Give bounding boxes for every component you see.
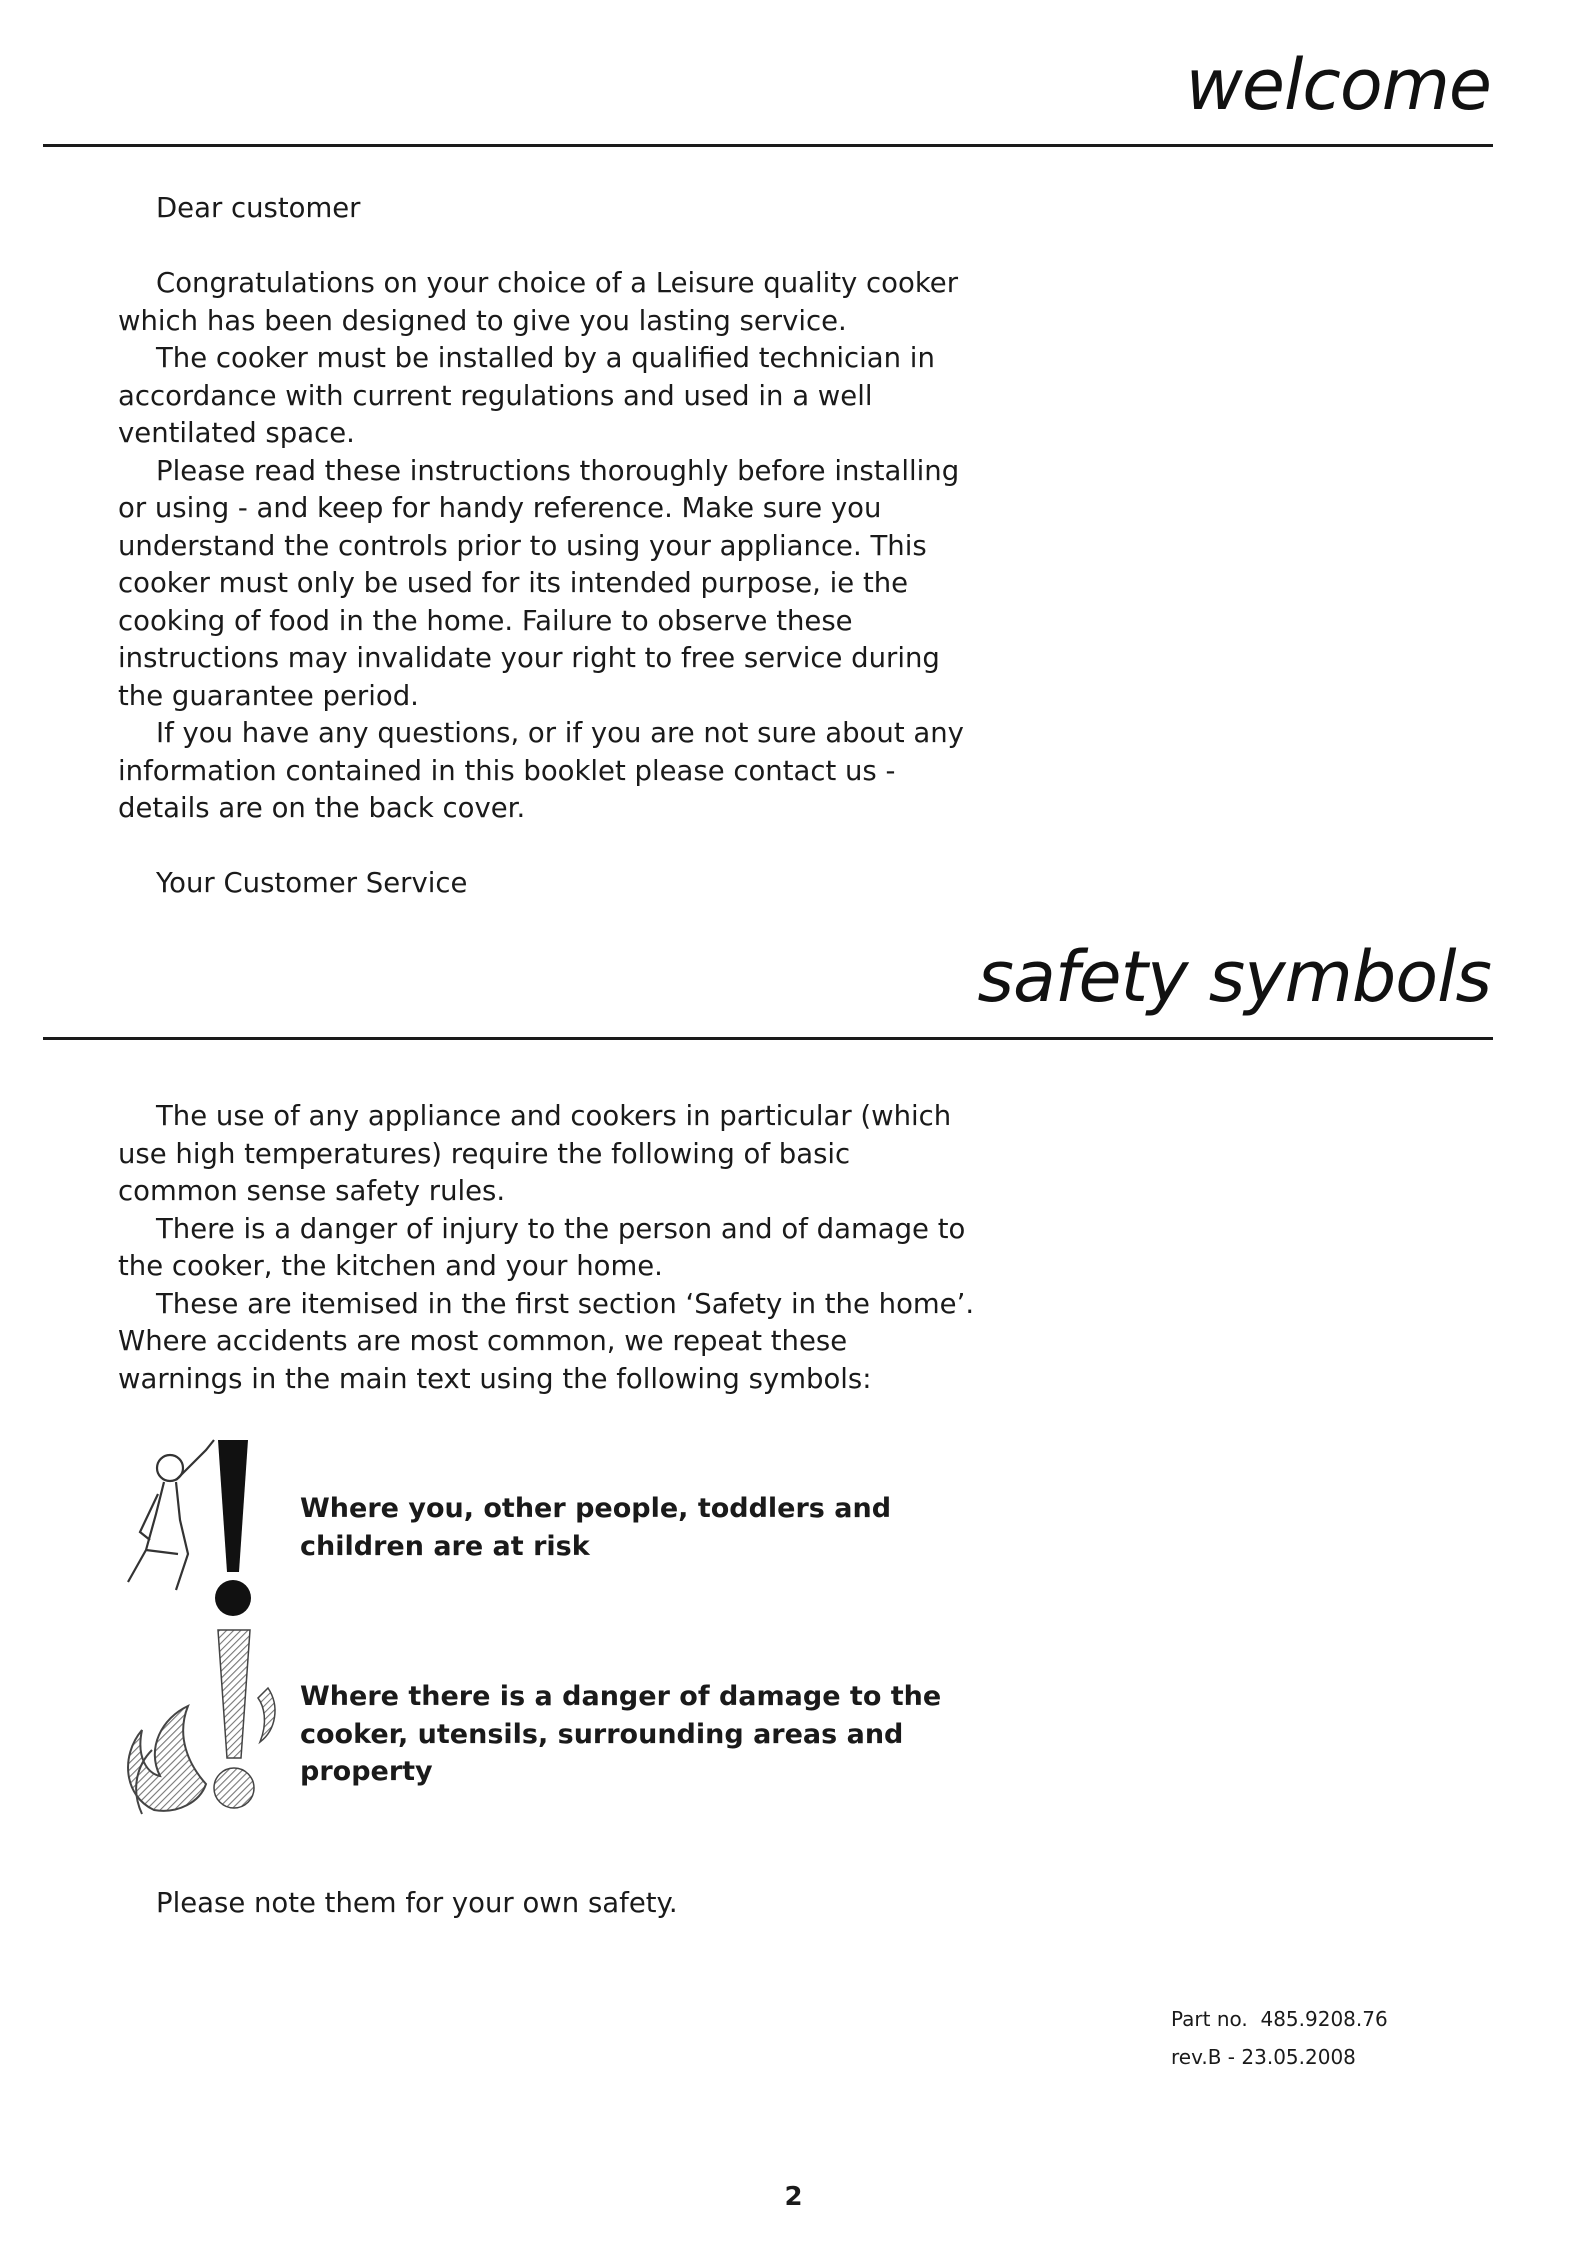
welcome-text bbox=[118, 190, 978, 903]
greeting: Dear customer bbox=[156, 192, 361, 224]
fire-damage-warning-icon bbox=[118, 1618, 283, 1818]
welcome-heading: welcome bbox=[1185, 44, 1491, 126]
revision: rev.B - 23.05.2008 bbox=[1171, 2045, 1356, 2069]
safety-heading: safety symbols bbox=[977, 936, 1491, 1018]
page-number: 2 bbox=[784, 2182, 803, 2212]
symbol-row-person bbox=[118, 1430, 978, 1630]
safety-closing-block bbox=[118, 1885, 978, 1923]
safety-paragraph-1: The use of any appliance and cookers in particular (which use high temperatures) require the following of basic common sense safety rules. bbox=[118, 1100, 952, 1207]
symbol-text-person: Where you, other people, toddlers and children are at risk bbox=[300, 1493, 892, 1562]
safety-intro bbox=[118, 1098, 978, 1398]
welcome-divider bbox=[43, 144, 1493, 147]
safety-divider bbox=[43, 1037, 1493, 1040]
safety-paragraph-3: These are itemised in the first section ‘Safety in the home’. Where accidents are most common, we repeat these warnings in the main text using the following symbols: bbox=[118, 1287, 975, 1395]
welcome-paragraph-1: Congratulations on your choice of a Leisure quality cooker which has been designed to give you lasting service. bbox=[118, 267, 958, 337]
symbol-text-fire: Where there is a danger of damage to the cooker, utensils, surrounding areas and property bbox=[300, 1681, 942, 1787]
safety-paragraph-2: There is a danger of injury to the person and of damage to the cooker, the kitchen and your home. bbox=[118, 1212, 966, 1282]
welcome-paragraph-3: Please read these instructions thoroughly before installing or using - and keep for handy reference. Make sure you understand the controls prior to using your appliance. This cooker must only be used for its intended purpose, ie the cooking of food in the home. Failure to observe these instructions may invalidate your right to free service during the guarantee period. bbox=[118, 454, 960, 712]
part-number: Part no. 485.9208.76 bbox=[1171, 2007, 1388, 2031]
welcome-paragraph-2: The cooker must be installed by a qualified technician in accordance with current regulations and used in a well ventilated space. bbox=[118, 342, 935, 449]
part-info bbox=[1171, 2000, 1388, 2076]
signoff: Your Customer Service bbox=[156, 867, 468, 899]
safety-closing: Please note them for your own safety. bbox=[156, 1887, 678, 1919]
welcome-paragraph-4: If you have any questions, or if you are not sure about any information contained in this booklet please contact us - details are on the back cover. bbox=[118, 717, 964, 824]
symbol-row-fire bbox=[118, 1618, 978, 1818]
person-at-risk-warning-icon bbox=[118, 1430, 283, 1630]
